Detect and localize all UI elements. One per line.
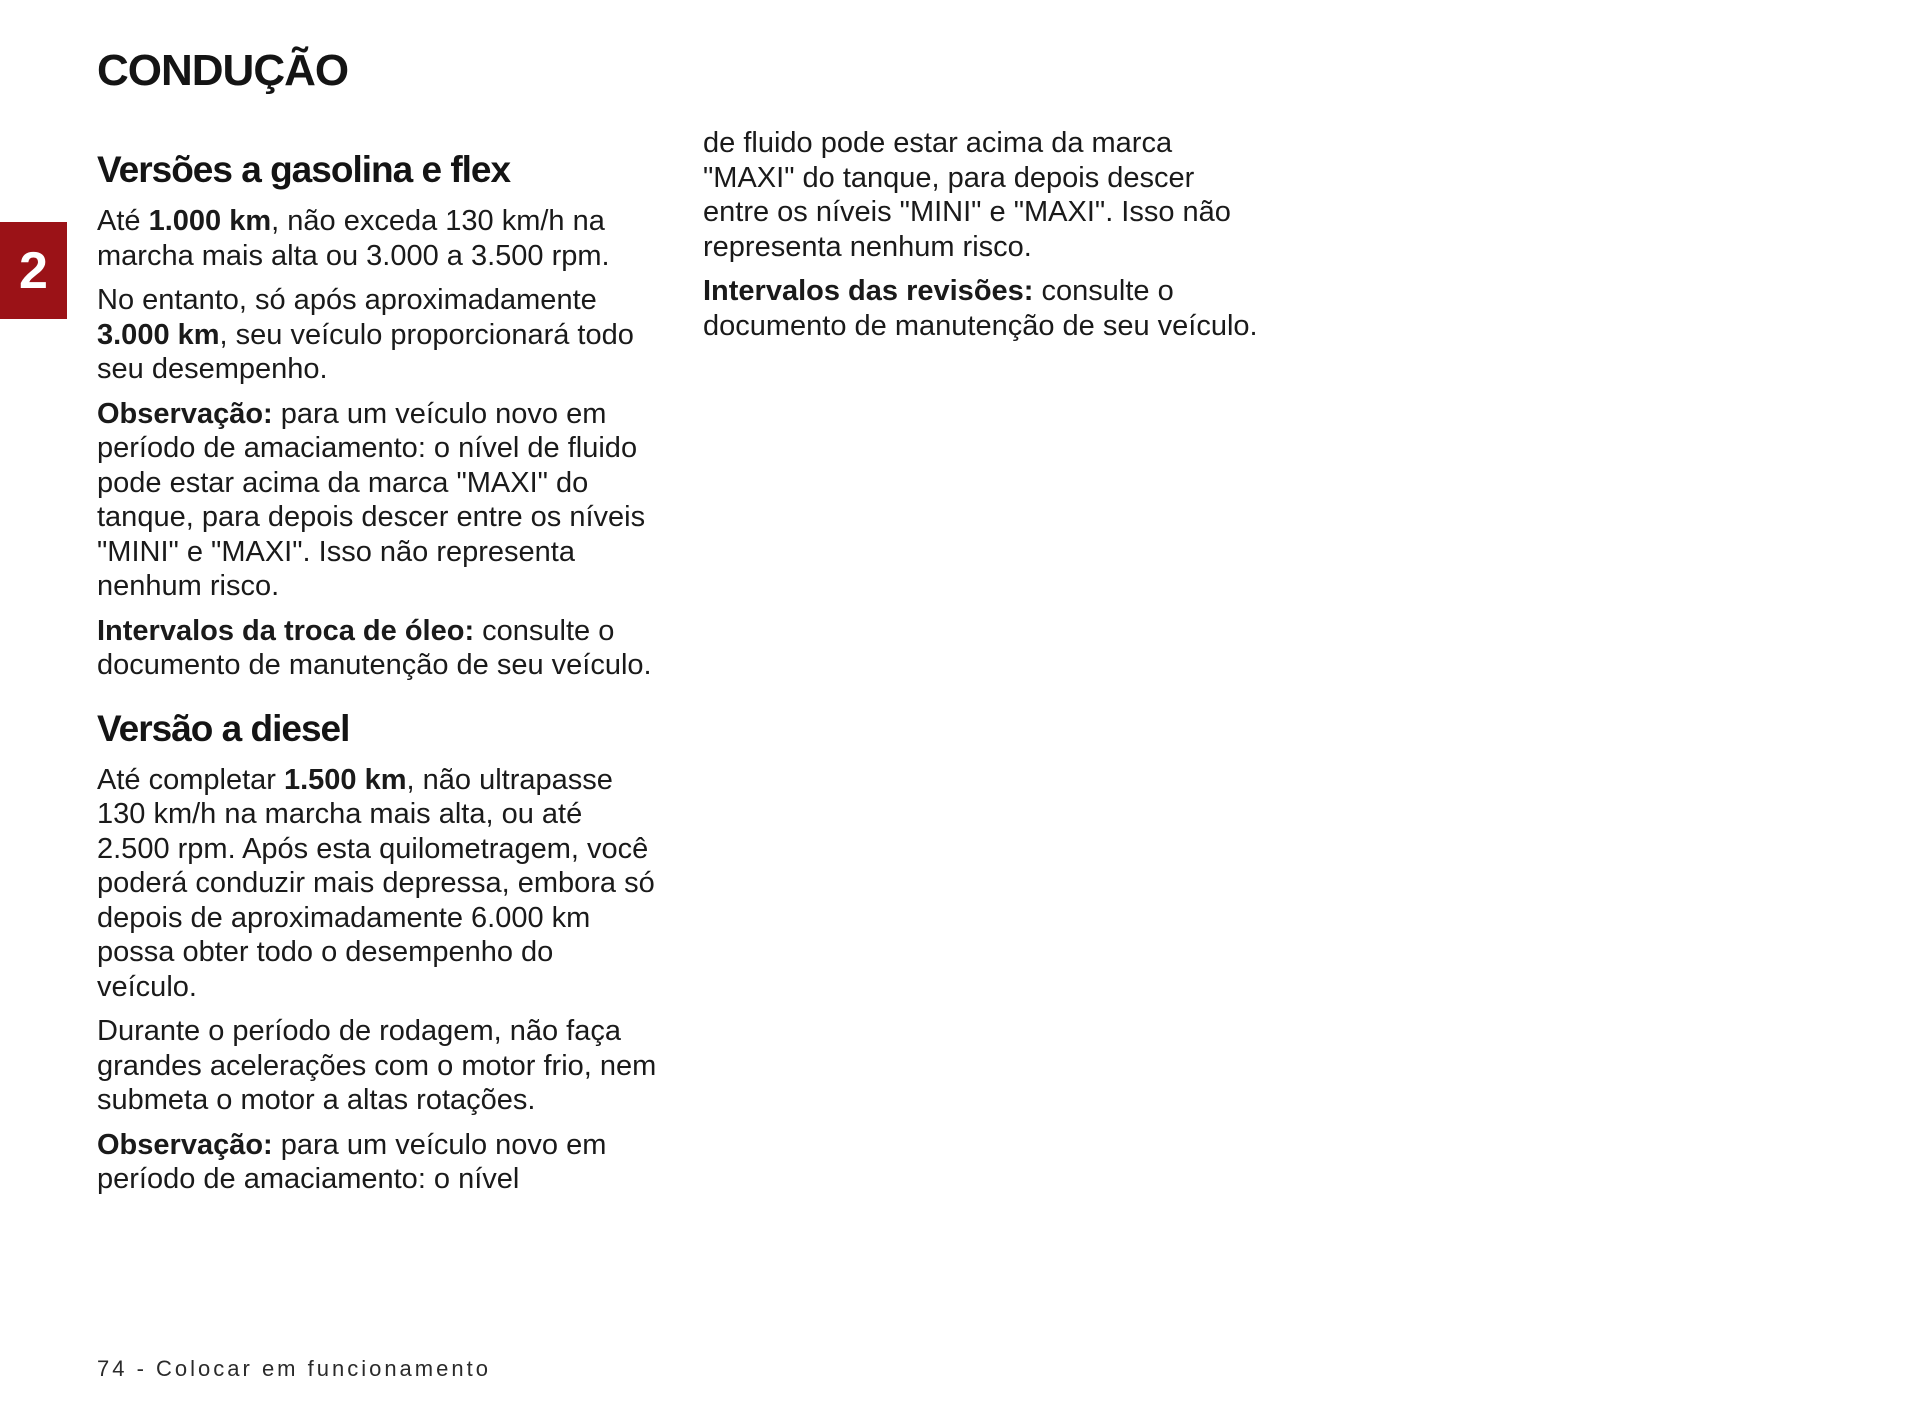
paragraph-diesel-observation-continued: de fluido pode estar acima da marca "MAXI" do tanque, para depois descer entre os níveis "MINI" e "MAXI". Isso não representa nenhum risco.	[703, 127, 1231, 263]
chapter-tab	[0, 222, 67, 319]
page-footer: 74 - Colocar em funcionamento	[97, 1356, 491, 1381]
paragraph-diesel-limit: Até completar 1.500 km, não ultrapasse 130 km/h na marcha mais alta, ou até 2.500 rpm. Após esta quilometragem, você poderá conduzir mais depressa, embora só depois de aproximadamente 6.000 km possa obter todo o desempenho do veículo.	[97, 763, 655, 1003]
right-column	[703, 126, 1263, 353]
paragraph-revision-intervals: Intervalos das revisões: consulte o documento de manutenção de seu veículo.	[703, 275, 1258, 342]
section-heading-gasolina: Versões a gasolina e flex	[97, 149, 511, 190]
paragraph-diesel-observation: Observação: para um veículo novo em período de amaciamento: o nível	[97, 1128, 607, 1195]
paragraph-oil-change-intervals: Intervalos da troca de óleo: consulte o documento de manutenção de seu veículo.	[97, 614, 652, 681]
section-heading-diesel: Versão a diesel	[97, 707, 350, 749]
chapter-number: 2	[19, 241, 48, 300]
paragraph-gasolina-performance: No entanto, só após aproximadamente 3.000 km, seu veículo proporcionará todo seu desempenho.	[97, 284, 634, 385]
paragraph-diesel-breakin: Durante o período de rodagem, não faça grandes acelerações com o motor frio, nem submeta o motor a altas rotações.	[97, 1015, 657, 1116]
page-title: CONDUÇÃO	[97, 46, 349, 95]
paragraph-gasolina-limit: Até 1.000 km, não exceda 130 km/h na marcha mais alta ou 3.000 a 3.500 rpm.	[97, 205, 610, 272]
paragraph-gasolina-observation: Observação: para um veículo novo em período de amaciamento: o nível de fluido pode estar acima da marca "MAXI" do tanque, para depois descer entre os níveis "MINI" e "MAXI". Isso não representa nenhum risco.	[97, 397, 646, 602]
left-column	[97, 148, 657, 1207]
